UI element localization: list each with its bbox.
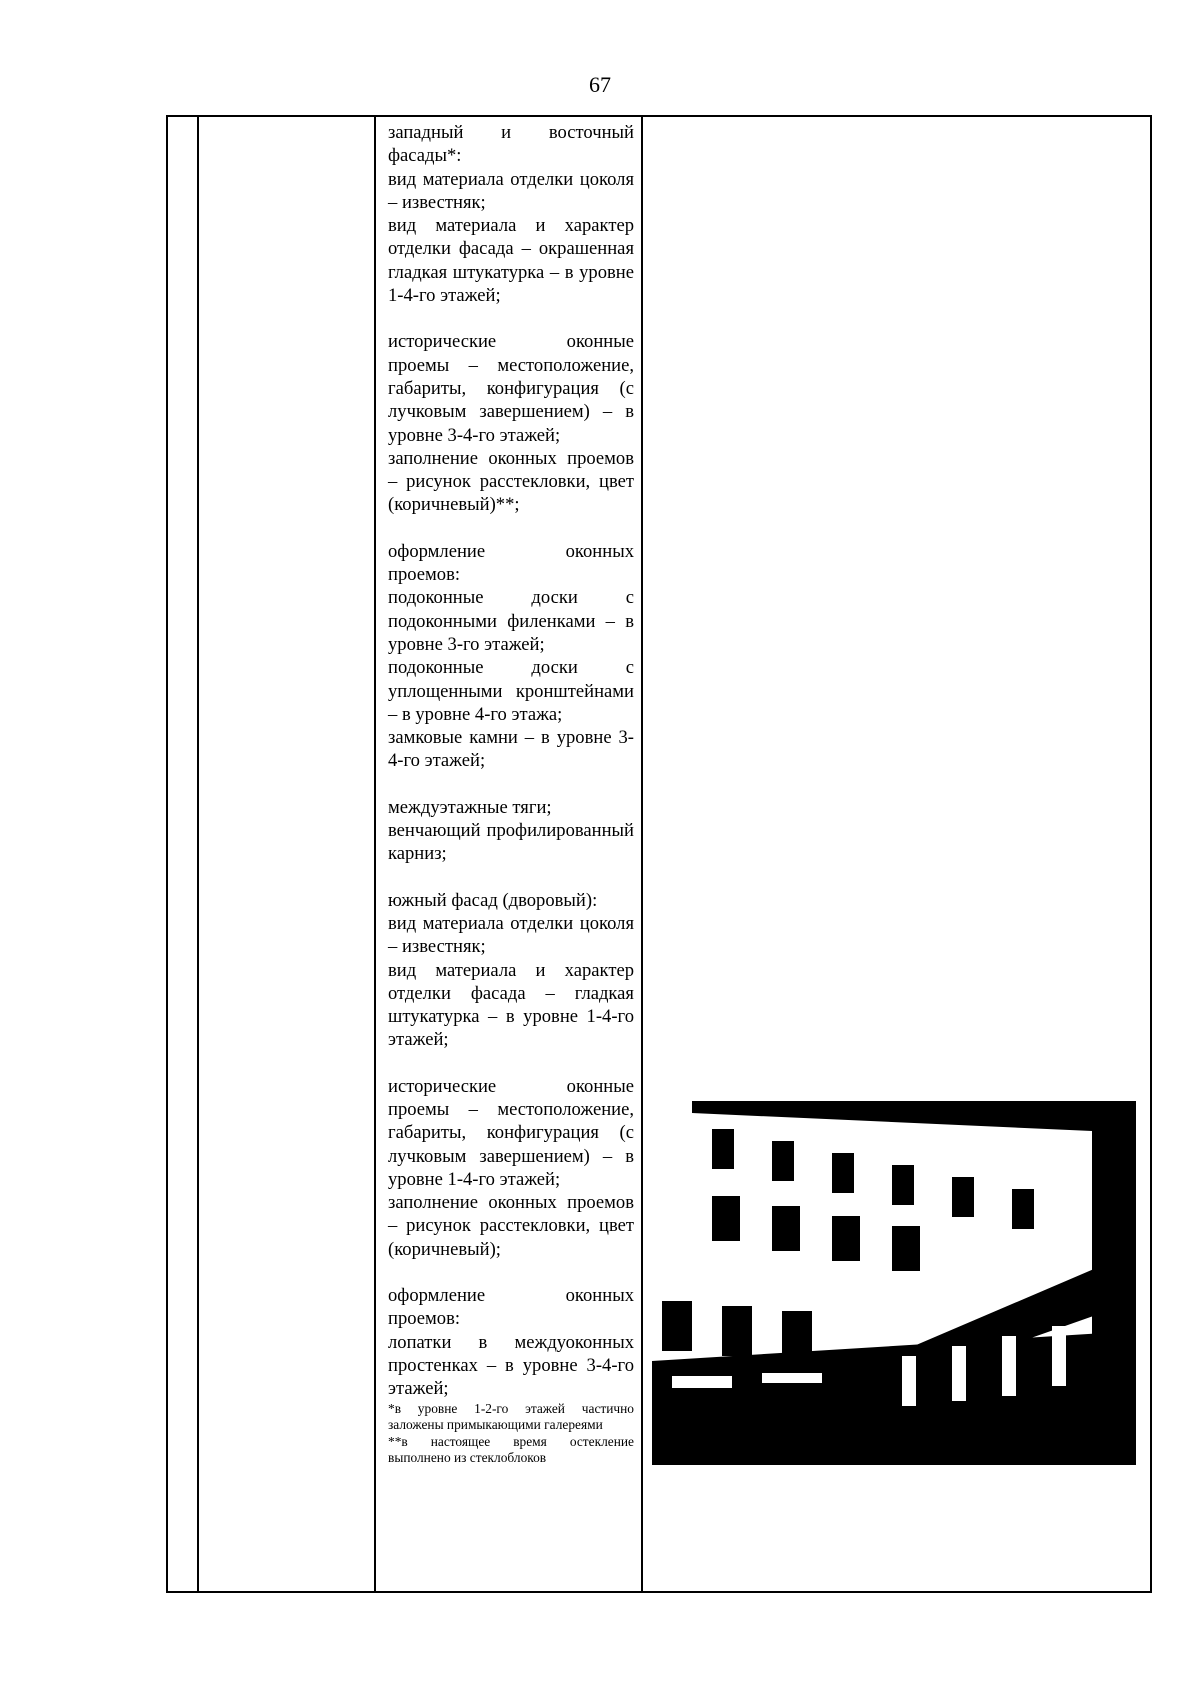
footnote: **в настоящее время остекление выполнено из стеклоблоков	[388, 1433, 634, 1466]
document-table	[166, 115, 1152, 1593]
paragraph: заполнение оконных проемов – рисунок расстекловки, цвет (коричневый);	[388, 1192, 634, 1260]
paragraph: оформление оконных проемов:	[388, 540, 634, 586]
paragraph: исторические оконные проемы – местоположение, габариты, конфигурация (с лучковым завершением) – в уровне 3-4-го этажей;	[388, 331, 634, 446]
paragraph: подоконные доски с уплощенными кронштейнами – в уровне 4-го этажа;	[388, 657, 634, 725]
description-cell	[388, 121, 634, 1467]
column-divider	[641, 117, 643, 1591]
column-divider	[197, 117, 199, 1591]
paragraph: лопатки в междуоконных простенках – в уровне 3-4-го этажей;	[388, 1331, 634, 1400]
paragraph: подоконные доски с подоконными филенками – в уровне 3-го этажей;	[388, 587, 634, 655]
paragraph: западный и восточный фасады*:	[388, 122, 634, 167]
paragraph: междуэтажные тяги;	[388, 796, 552, 818]
paragraph: исторические оконные проемы – местоположение, габариты, конфигурация (с лучковым завершением) – в уровне 1-4-го этажей;	[388, 1075, 634, 1190]
paragraph: замковые камни – в уровне 3-4-го этажей;	[388, 727, 634, 772]
paragraph: вид материала отделки цоколя – известняк;	[388, 912, 634, 958]
footnote: *в уровне 1-2-го этажей частично заложены примыкающими галереями	[388, 1400, 634, 1433]
page-number: 67	[589, 72, 611, 97]
paragraph: заполнение оконных проемов – рисунок расстекловки, цвет (коричневый)**;	[388, 447, 634, 516]
column-divider	[374, 117, 376, 1591]
building-photo	[652, 1101, 1136, 1465]
paragraph: оформление оконных проемов:	[388, 1285, 634, 1330]
paragraph: вид материала и характер отделки фасада – окрашенная гладкая штукатурка – в уровне 1-4-го этажей;	[388, 215, 634, 307]
paragraph: вид материала отделки цоколя – известняк;	[388, 168, 634, 213]
paragraph: венчающий профилированный карниз;	[388, 820, 634, 865]
paragraph: вид материала и характер отделки фасада – гладкая штукатурка – в уровне 1-4-го этажей;	[388, 959, 634, 1051]
paragraph: южный фасад (дворовый):	[388, 889, 598, 911]
